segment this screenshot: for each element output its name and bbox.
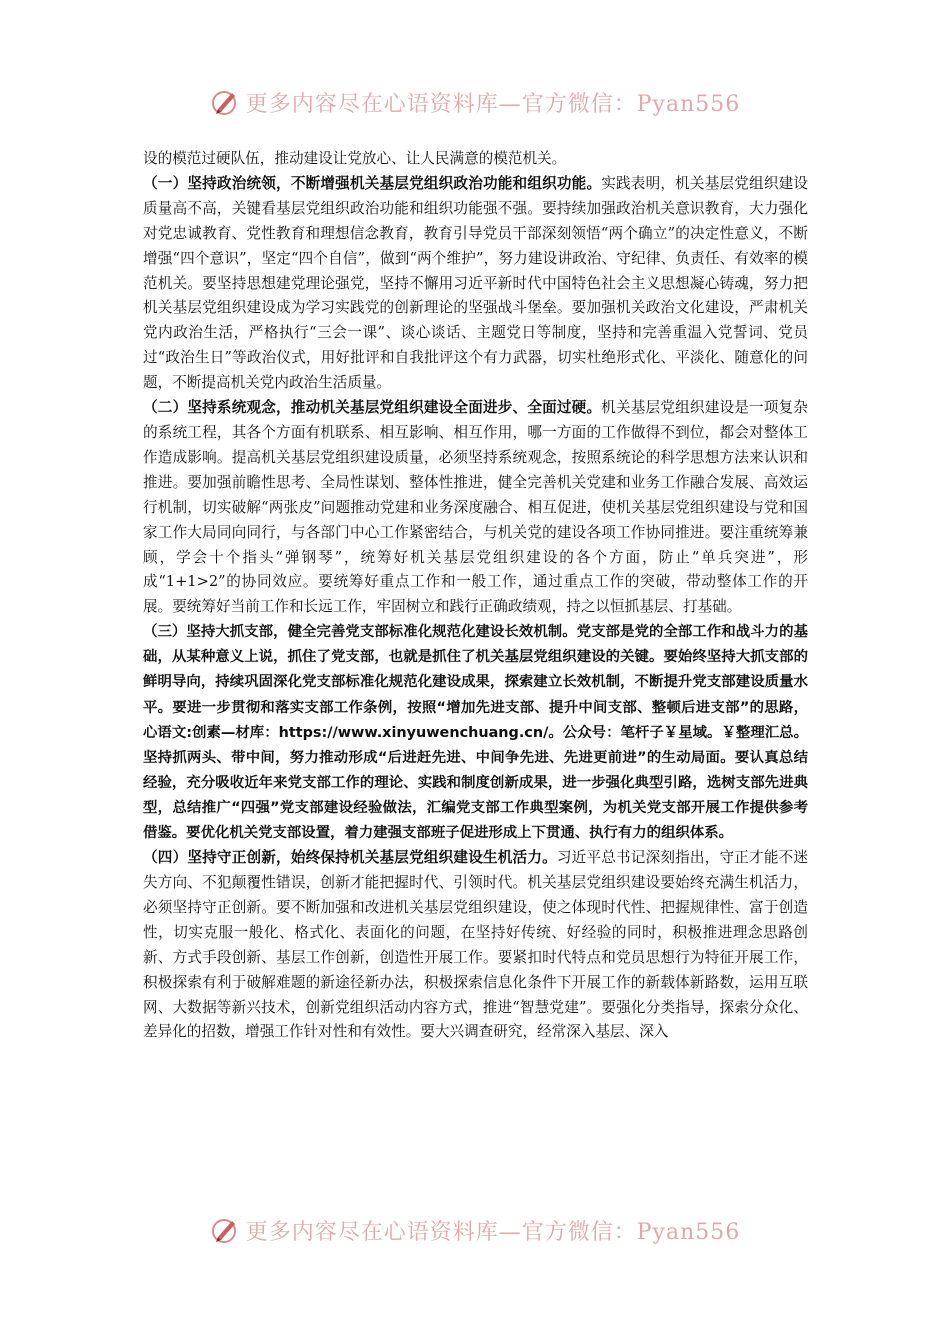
- section-heading: （四）坚持守正创新，始终保持机关基层党组织建设生机活力。: [143, 849, 557, 867]
- document-body: [143, 147, 808, 1045]
- paragraph-text: 党支部是党的全部工作和战斗力的基础，从某种意义上说，抓住了党支部，也就是抓住了机关基层党组织建设的关键。要始终坚持大抓支部的鲜明导向，持续巩固深化党支部标准化规范化建设成果，探索建立长效机制，不断提升党支部建设质量水平。要进一步贯彻和落实支部工作条例，按照“增加先进支部、提升中间支部、整顿后进支部”的思路，心语文:创素—材库：https://www.xinyuwenchuang.cn/。公众号：笔杆子￥星域。￥整理汇总。坚持抓两头、带中间，努力推动形成“后进赶先进、中间争先进、先进更前进”的生动局面。要认真总结经验，充分吸收近年来党支部工作的理论、实践和制度创新成果，进一步强化典型引路，选树支部先进典型，总结推广“四强”党支部建设经验做法，汇编党支部工作典型案例，为机关党支部开展工作提供参考借鉴。要优化机关党支部设置，着力建强支部班子促进形成上下贯通、执行有力的组织体系。: [143, 624, 808, 841]
- paragraph-section-1: [143, 172, 808, 396]
- paragraph-section-4: [143, 846, 808, 1045]
- section-heading: （二）坚持系统观念，推动机关基层党组织建设全面进步、全面过硬。: [143, 399, 602, 417]
- paragraph-intro: [143, 147, 808, 172]
- header-watermark-banner: [0, 82, 950, 122]
- section-heading: （三）坚持大抓支部，健全完善党支部标准化规范化建设长效机制。: [143, 624, 577, 641]
- paragraph-section-3: [143, 620, 808, 846]
- paragraph-text: 习近平总书记深刻指出，守正才能不迷失方向、不犯颠覆性错误，创新才能把握时代、引领时代。机关基层党组织建设要始终充满生机活力，必须坚持守正创新。要不断加强和改进机关基层党组织建设，使之体现时代性、把握规律性、富于创造性，切实克服一般化、格式化、表面化的问题，在坚持好传统、好经验的同时，积极推进理念思路创新、方式手段创新、基层工作创新，创造性开展工作。要紧扣时代特点和党员思想行为特征开展工作，积极探索有利于破解难题的新途径新办法，积极探索信息化条件下开展工作的新载体新路数，运用互联网、大数据等新兴技术，创新党组织活动内容方式，推进“智慧党建”。要强化分类指导，探索分众化、差异化的招数，增强工作针对性和有效性。要大兴调查研究，经常深入基层、深入: [143, 849, 808, 1041]
- footer-watermark-banner: [0, 1210, 950, 1250]
- header-watermark-text: 更多内容尽在心语资料库—官方微信：Pyan556: [245, 91, 741, 117]
- footer-watermark-text: 更多内容尽在心语资料库—官方微信：Pyan556: [245, 1219, 741, 1245]
- paragraph-text: 机关基层党组织建设是一项复杂的系统工程，其各个方面有机联系、相互影响、相互作用，哪一方面的工作做得不到位，都会对整体工作造成影响。提高机关基层党组织建设质量，必须坚持系统观念，按照系统论的科学思想方法来认识和推进。要加强前瞻性思考、全局性谋划、整体性推进，健全完善机关党建和业务工作融合发展、高效运行机制，切实破解“两张皮”问题推动党建和业务深度融合、相互促进，使机关基层党组织建设与党和国家工作大局同向同行，与各部门中心工作紧密结合，与机关党的建设各项工作协同推进。要注重统筹兼顾，学会十个指头“弹钢琴”，统筹好机关基层党组织建设的各个方面，防止“单兵突进”，形成“1+1>2”的协同效应。要统筹好重点工作和一般工作，通过重点工作的突破，带动整体工作的开展。要统筹好当前工作和长远工作，牢固树立和践行正确政绩观，持之以恒抓基层、打基础。: [143, 399, 808, 616]
- paragraph-section-2: [143, 396, 808, 620]
- section-heading: （一）坚持政治统领，不断增强机关基层党组织政治功能和组织功能。: [143, 174, 602, 192]
- paragraph-text: 设的模范过硬队伍，推动建设让党放心、让人民满意的模范机关。: [143, 150, 567, 167]
- pen-logo-icon: [210, 87, 240, 117]
- paragraph-text: 实践表明，机关基层党组织建设质量高不高，关键看基层党组织政治功能和组织功能强不强。要持续加强政治机关意识教育，大力强化对党忠诚教育、党性教育和理想信念教育，教育引导党员干部深刻领悟“两个确立”的决定性意义，不断增强“四个意识”，坚定“四个自信”，做到“两个维护”，努力建设讲政治、守纪律、负责任、有效率的模范机关。要坚持思想建党理论强党，坚持不懈用习近平新时代中国特色社会主义思想凝心铸魂，努力把机关基层党组织建设成为学习实践党的创新理论的坚强战斗堡垒。要加强机关政治文化建设，严肃机关党内政治生活，严格执行“三会一课”、谈心谈话、主题党日等制度，坚持和完善重温入党誓词、党员过“政治生日”等政治仪式，用好批评和自我批评这个有力武器，切实杜绝形式化、平淡化、随意化的问题，不断提高机关党内政治生活质量。: [143, 174, 808, 392]
- pen-logo-icon: [210, 1215, 240, 1245]
